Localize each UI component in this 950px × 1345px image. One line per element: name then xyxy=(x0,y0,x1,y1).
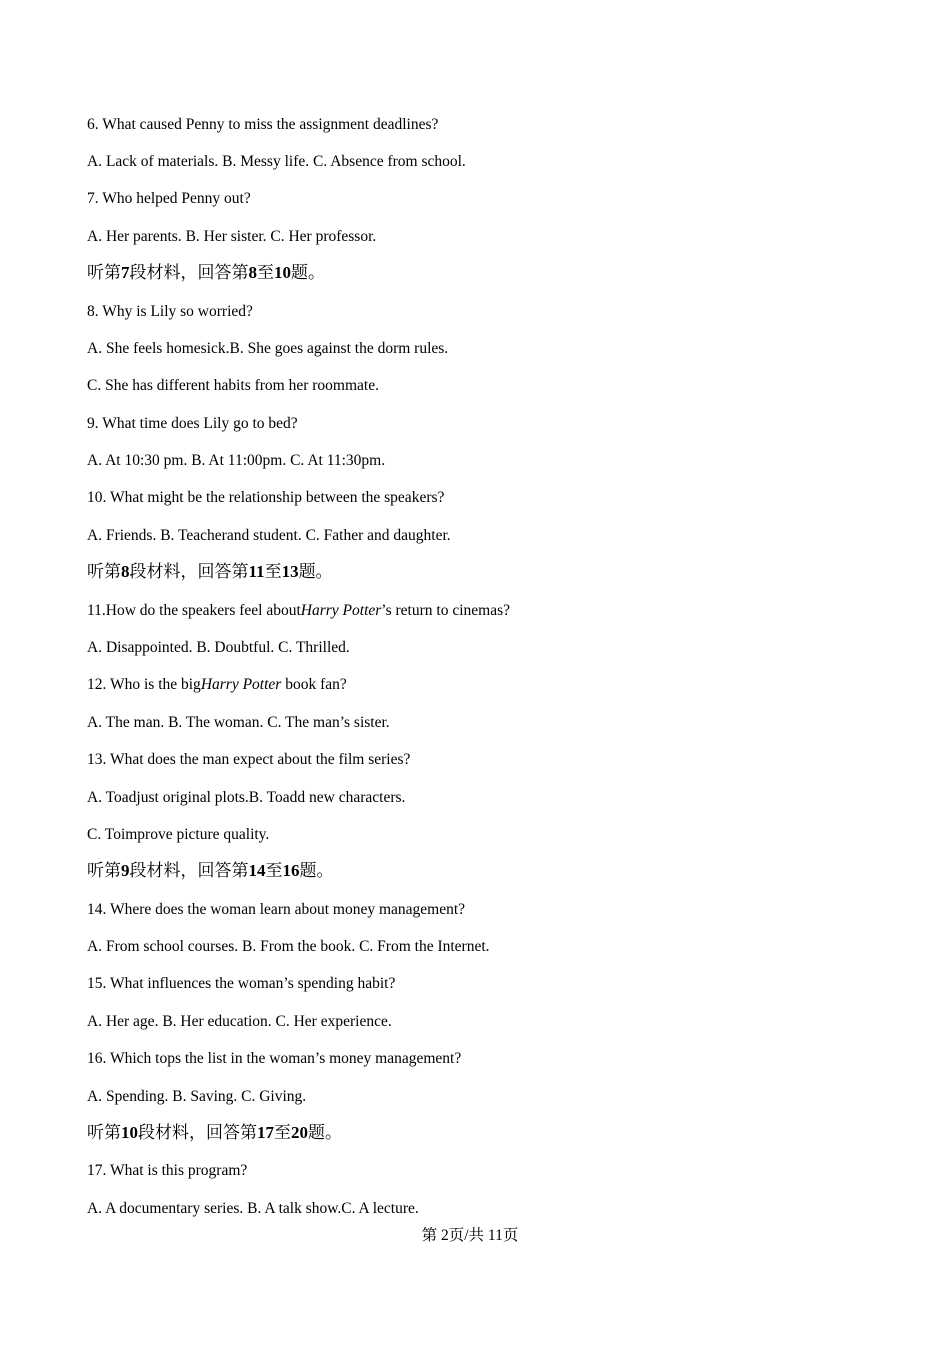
question-16: 16. Which tops the list in the woman’s money management? xyxy=(87,1050,462,1067)
options-14: A. From school courses. B. From the book. C. From the Internet. xyxy=(87,938,490,955)
question-15: 15. What influences the woman’s spending habit? xyxy=(87,975,396,992)
options-6: A. Lack of materials. B. Messy life. C. Absence from school. xyxy=(87,153,466,170)
section-heading-9: 听第9段材料，回答第14至16题。 xyxy=(87,861,334,880)
options-9: A. At 10:30 pm. B. At 11:00pm. C. At 11:30pm. xyxy=(87,452,386,469)
page-footer xyxy=(0,1226,950,1246)
question-8: 8. Why is Lily so worried? xyxy=(87,303,253,320)
options-10: A. Friends. B. Teacherand student. C. Father and daughter. xyxy=(87,527,451,544)
question-7: 7. Who helped Penny out? xyxy=(87,190,251,207)
question-6: 6. What caused Penny to miss the assignment deadlines? xyxy=(87,116,439,133)
options-12: A. The man. B. The woman. C. The man’s sister. xyxy=(87,714,390,731)
question-13: 13. What does the man expect about the film series? xyxy=(87,751,411,768)
options-13-line2: C. Toimprove picture quality. xyxy=(87,826,270,843)
section-heading-7: 听第7段材料，回答第8至10题。 xyxy=(87,263,325,282)
options-16: A. Spending. B. Saving. C. Giving. xyxy=(87,1088,307,1105)
options-11: A. Disappointed. B. Doubtful. C. Thrilled. xyxy=(87,639,350,656)
options-17: A. A documentary series. B. A talk show.C. A lecture. xyxy=(87,1200,419,1217)
question-11: 11.How do the speakers feel aboutHarry Potter’s return to cinemas? xyxy=(87,602,510,619)
question-17: 17. What is this program? xyxy=(87,1162,248,1179)
page-number: 第 2页/共 11页 xyxy=(421,1227,519,1244)
section-heading-8: 听第8段材料，回答第11至13题。 xyxy=(87,562,333,581)
section-heading-10: 听第10段材料，回答第17至20题。 xyxy=(87,1123,342,1142)
options-8-line1: A. She feels homesick.B. She goes against the dorm rules. xyxy=(87,340,449,357)
options-15: A. Her age. B. Her education. C. Her experience. xyxy=(87,1013,392,1030)
question-12: 12. Who is the bigHarry Potter book fan? xyxy=(87,676,347,693)
options-13-line1: A. Toadjust original plots.B. Toadd new characters. xyxy=(87,789,406,806)
question-14: 14. Where does the woman learn about money management? xyxy=(87,901,466,918)
question-10: 10. What might be the relationship between the speakers? xyxy=(87,489,445,506)
options-7: A. Her parents. B. Her sister. C. Her professor. xyxy=(87,228,377,245)
question-9: 9. What time does Lily go to bed? xyxy=(87,415,298,432)
options-8-line2: C. She has different habits from her roommate. xyxy=(87,377,379,394)
